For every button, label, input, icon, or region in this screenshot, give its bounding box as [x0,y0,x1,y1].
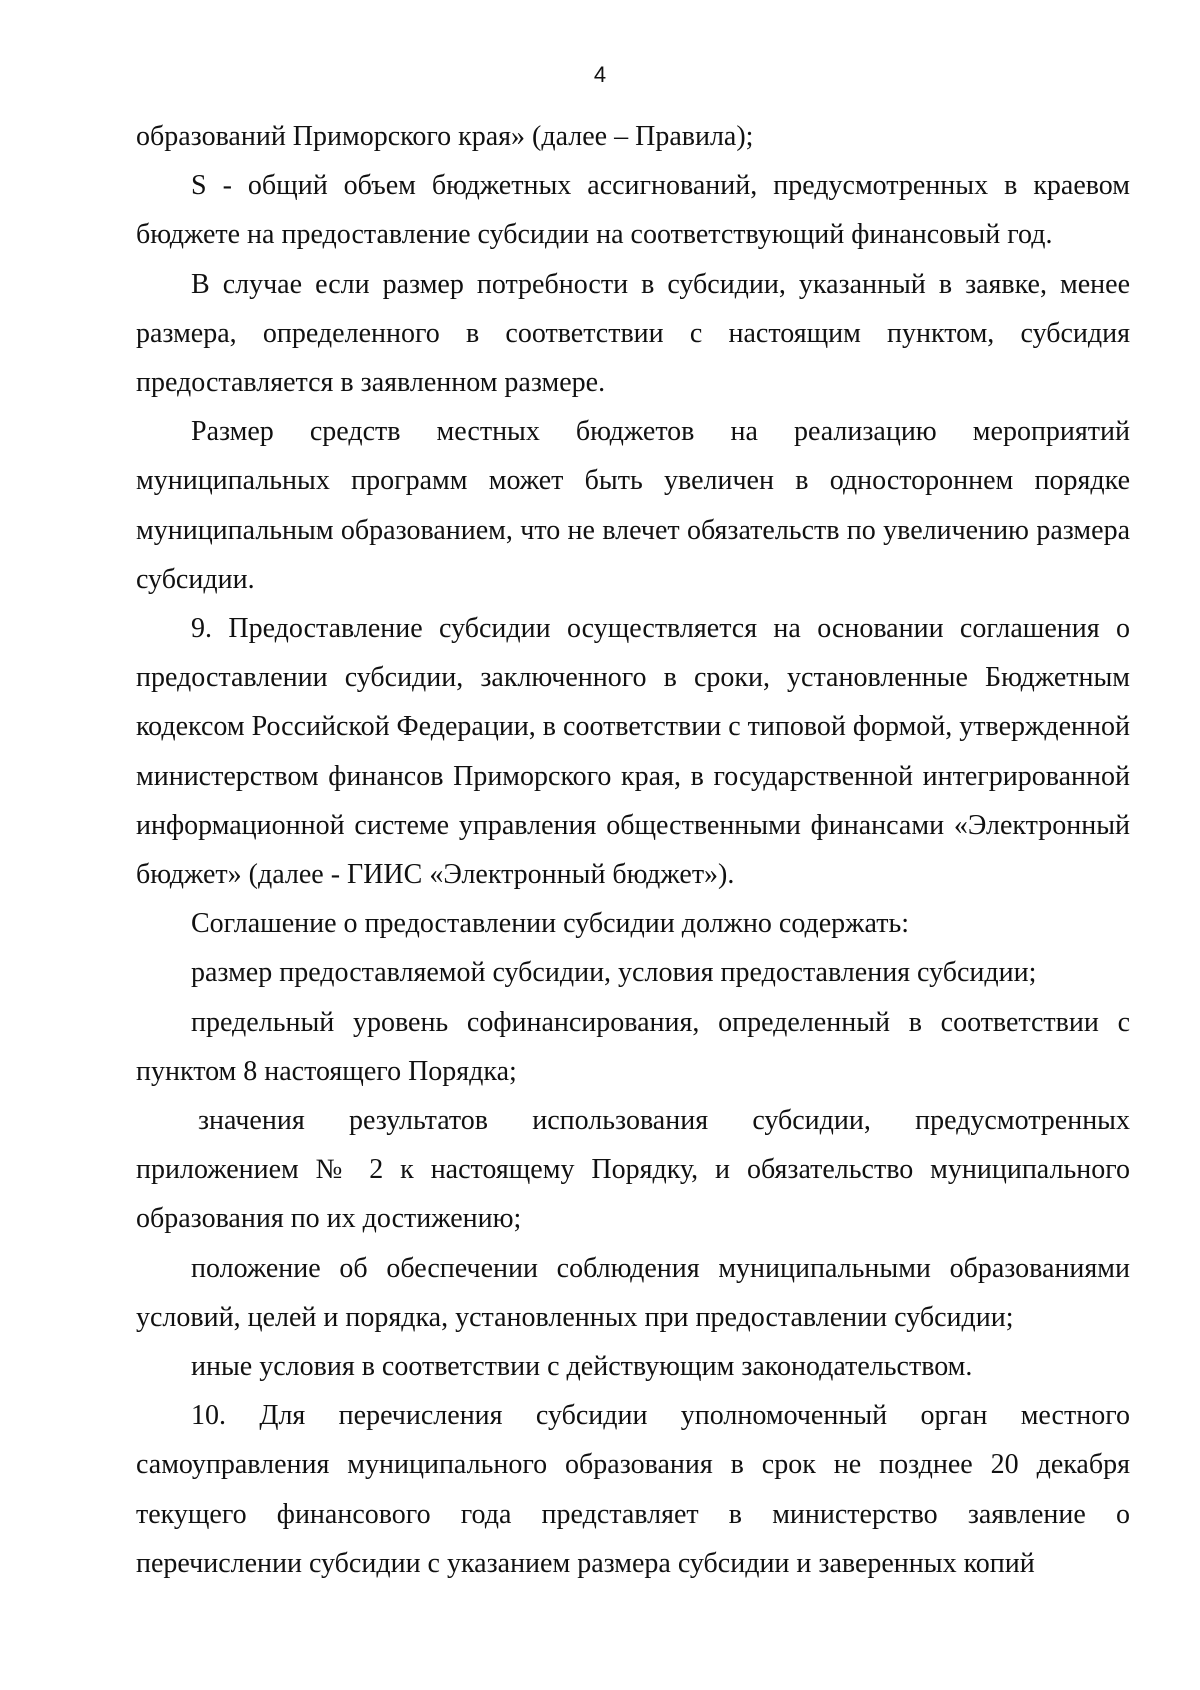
paragraph-continuation: образований Приморского края» (далее – Правила); [136,121,754,152]
paragraph-item-9: 9. Предоставление субсидии осуществляется на основании соглашения о предоставлении субсидии, заключенного в сроки, установленные Бюджетным кодексом Российской Федерации, в соответствии с типовой формой, утвержденной министерством финансов Приморского края, в государственной интегрированной информационной системе управления общественными финансами «Электронный бюджет» (далее - ГИИС «Электронный бюджет»). [136,613,1130,891]
paragraph-agreement-contents-intro: Соглашение о предоставлении субсидии должно содержать: [191,908,910,940]
paragraph-subsidy-size-case: В случае если размер потребности в субсидии, указанный в заявке, менее размера, определенного в соответствии с настоящим пунктом, субсидия предоставляется в заявленном размере. [136,268,1130,399]
page-number: 4 [593,62,607,87]
paragraph-agreement-item-other: иные условия в соответствии с действующим законодательством. [191,1351,973,1383]
paragraph-agreement-item-size: размер предоставляемой субсидии, условия предоставления субсидии; [191,957,1037,989]
paragraph-local-budget-increase: Размер средств местных бюджетов на реализацию мероприятий муниципальных программ может быть увеличен в одностороннем порядке муниципальным образованием, что не влечет обязательств по увеличению размера субсидии. [136,416,1130,595]
paragraph-agreement-item-results: значения результатов использования субсидии, предусмотренных приложением № 2 к настоящему Порядку, и обязательство муниципального образования по их достижению; [136,1105,1130,1235]
paragraph-item-10: 10. Для перечисления субсидии уполномоченный орган местного самоуправления муниципального образования в срок не позднее 20 декабря текущего финансового года представляет в министерство заявление о перечислении субсидии с указанием размера субсидии и заверенных копий [136,1400,1130,1579]
paragraph-s-definition: S - общий объем бюджетных ассигнований, предусмотренных в краевом бюджете на предоставление субсидии на соответствующий финансовый год. [136,170,1130,251]
paragraph-agreement-item-cofinancing: предельный уровень софинансирования, определенный в соответствии с пунктом 8 настоящего Порядка; [136,1006,1130,1087]
document-body [136,112,1130,1588]
paragraph-agreement-item-compliance: положение об обеспечении соблюдения муниципальными образованиями условий, целей и порядка, установленных при предоставлении субсидии; [136,1252,1130,1333]
